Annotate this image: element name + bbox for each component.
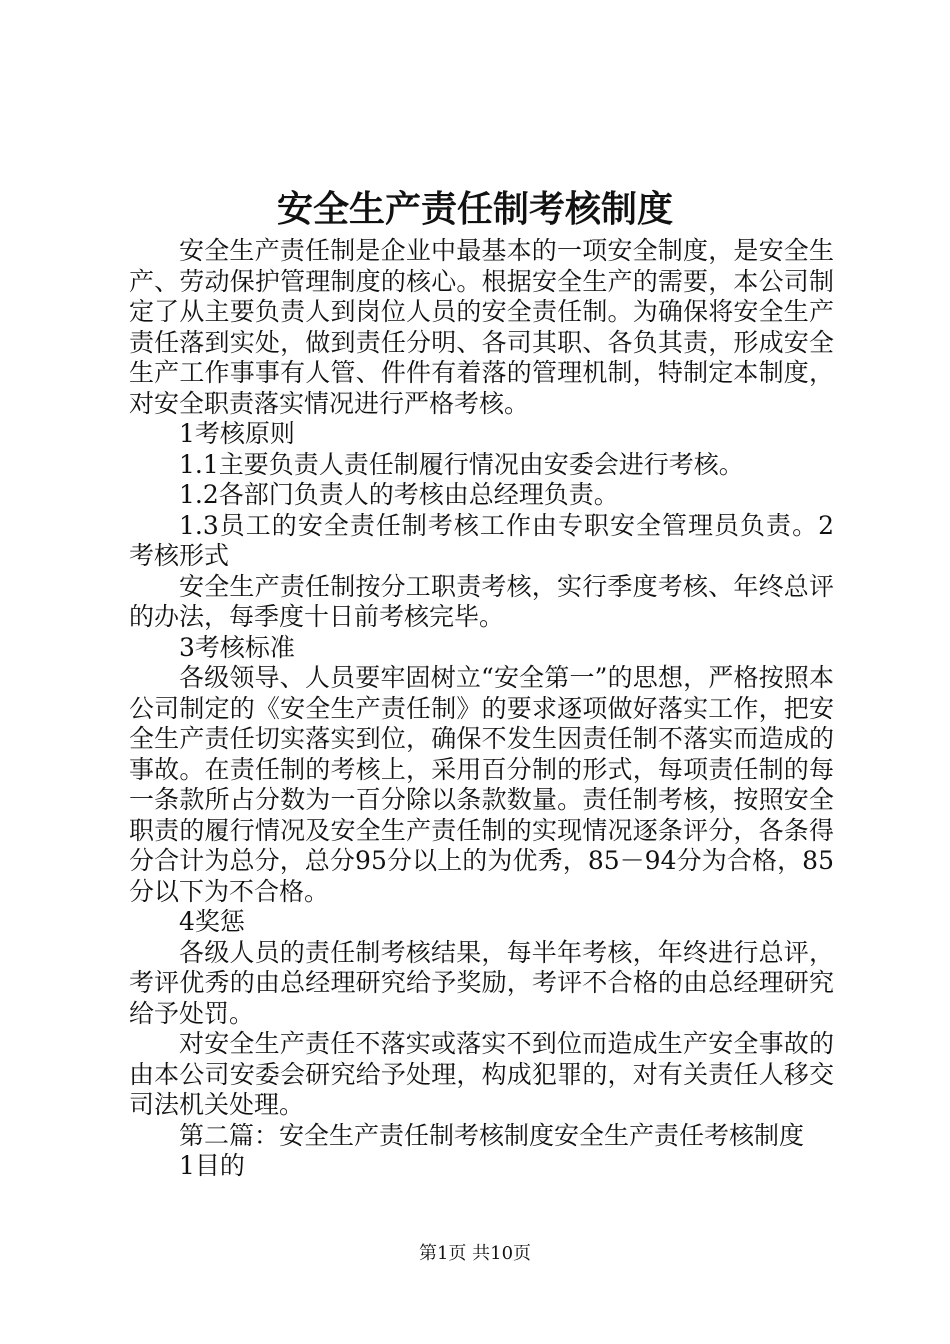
heading-assessment-principles: 1考核原则	[179, 419, 295, 448]
paragraph-1-1: 1.1主要负责人责任制履行情况由安委会进行考核。	[179, 449, 744, 479]
paragraph-1-2: 1.2各部门负责人的考核由总经理负责。	[179, 480, 619, 509]
heading-purpose: 1目的	[179, 1151, 245, 1180]
paragraph-rewards: 各级人员的责任制考核结果，每半年考核，年终进行总评，考评优秀的由总经理研究给予奖励，考评不合格的由总经理研究给予处罚。	[129, 937, 834, 1028]
page-title: 安全生产责任制考核制度	[276, 189, 673, 230]
paragraph-intro: 安全生产责任制是企业中最基本的一项安全制度，是安全生产、劳动保护管理制度的核心。根据安全生产的需要，本公司制定了从主要负责人到岗位人员的安全责任制。为确保将安全生产责任落到实处，做到责任分明、各司其职、各负其责，形成安全生产工作事事有人管、件件有着落的管理机制，特制定本制度，对安全职责落实情况进行严格考核。	[129, 236, 834, 418]
paragraph-assessment-standards: 各级领导、人员要牢固树立“安全第一”的思想，严格按照本公司制定的《安全生产责任制》的要求逐项做好落实工作，把安全生产责任切实落实到位，确保不发生因责任制不落实而造成的事故。在责任制的考核上，采用百分制的形式，每项责任制的每一条款所占分数为一百分除以条款数量。责任制考核，按照安全职责的履行情况及安全生产责任制的实现情况逐条评分，各条得分合计为总分，总分95分以上的为优秀，85－94分为合格，85分以下为不合格。	[129, 663, 834, 906]
paragraph-penalties: 对安全生产责任不落实或落实不到位而造成生产安全事故的由本公司安委会研究给予处理，构成犯罪的，对有关责任人移交司法机关处理。	[129, 1029, 834, 1119]
heading-assessment-standards: 3考核标准	[179, 632, 295, 662]
page-number-footer: 第1页 共10页	[418, 1243, 532, 1264]
heading-rewards-penalties: 4奖惩	[179, 907, 245, 936]
document-body	[129, 236, 834, 1182]
paragraph-1-3: 1.3员工的安全责任制考核工作由专职安全管理员负责。2考核形式	[129, 510, 834, 570]
heading-part-two: 第二篇：安全生产责任制考核制度安全生产责任考核制度	[179, 1120, 805, 1150]
paragraph-assessment-form: 安全生产责任制按分工职责考核，实行季度考核、年终总评的办法，每季度十日前考核完毕。	[129, 571, 834, 631]
